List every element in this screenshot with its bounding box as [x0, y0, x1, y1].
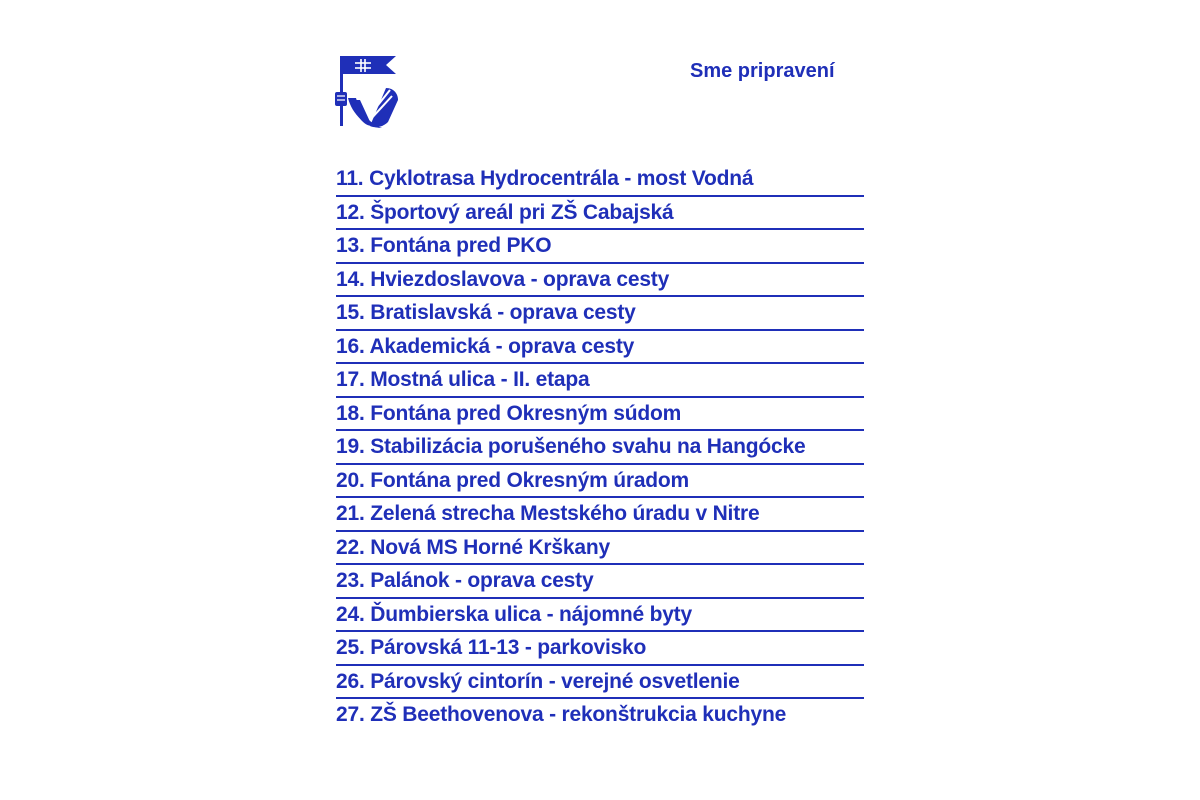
project-list — [336, 163, 864, 731]
list-item: 27. ZŠ Beethovenova - rekonštrukcia kuchyne — [336, 703, 787, 726]
list-item: 26. Párovský cintorín - verejné osvetlenie — [336, 666, 864, 700]
list-item: 25. Párovská 11-13 - parkovisko — [336, 632, 864, 666]
list-item: 16. Akademická - oprava cesty — [336, 331, 864, 365]
list-item: 22. Nová MS Horné Krškany — [336, 532, 864, 566]
list-item: 12. Športový areál pri ZŠ Cabajská — [336, 197, 864, 231]
list-item: 24. Ďumbierska ulica - nájomné byty — [336, 599, 864, 633]
list-item: 11. Cyklotrasa Hydrocentrála - most Vodná — [336, 163, 864, 197]
tagline: Sme pripravení — [690, 60, 835, 82]
nitra-coat-of-arms-icon — [330, 54, 402, 134]
list-item: 20. Fontána pred Okresným úradom — [336, 465, 864, 499]
list-item: 17. Mostná ulica - II. etapa — [336, 364, 864, 398]
list-item: 19. Stabilizácia porušeného svahu na Hangócke — [336, 431, 864, 465]
list-item: 18. Fontána pred Okresným súdom — [336, 398, 864, 432]
list-item: 23. Palánok - oprava cesty — [336, 565, 864, 599]
list-item: 15. Bratislavská - oprava cesty — [336, 297, 864, 331]
list-item: 14. Hviezdoslavova - oprava cesty — [336, 264, 864, 298]
list-item: 13. Fontána pred PKO — [336, 230, 864, 264]
list-item: 21. Zelená strecha Mestského úradu v Nitre — [336, 498, 864, 532]
